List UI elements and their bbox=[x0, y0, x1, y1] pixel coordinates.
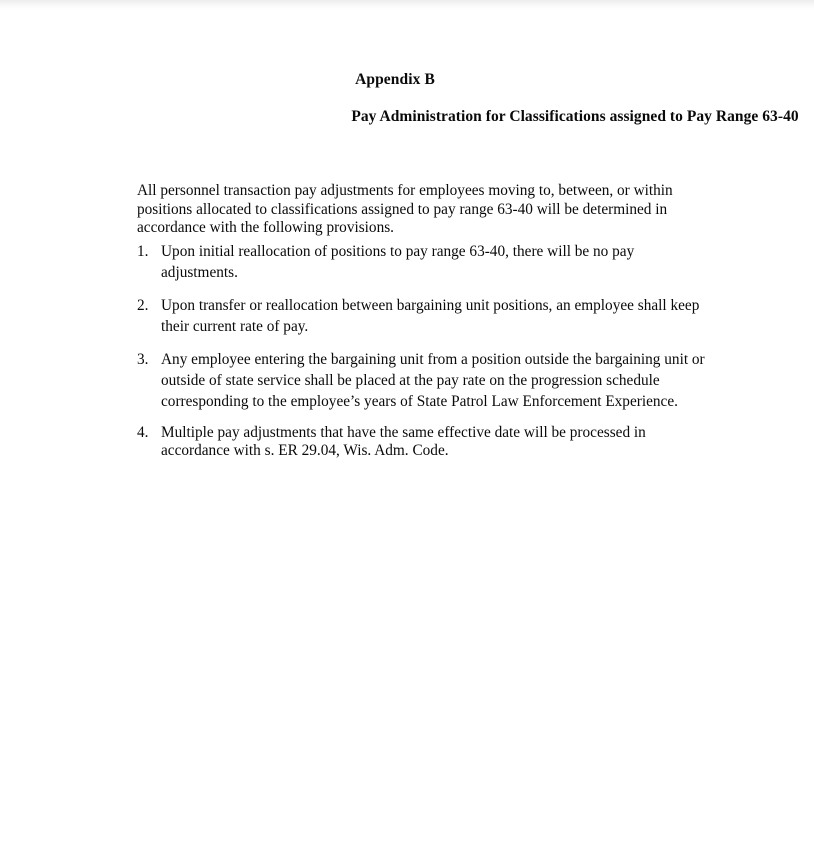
list-item-marker: 3. bbox=[137, 351, 149, 368]
intro-paragraph: All personnel transaction pay adjustments for employees moving to, between, or within positions allocated to classifications assigned to pay range 63-40 will be determined in accordance with the following provisions. bbox=[137, 182, 673, 237]
list-item bbox=[137, 424, 717, 461]
list-item-text: Upon initial reallocation of positions to pay range 63-40, there will be no pay adjustments. bbox=[161, 243, 635, 281]
list-item-text: Multiple pay adjustments that have the same effective date will be processed in accordance with s. ER 29.04, Wis. Adm. Code. bbox=[161, 424, 646, 460]
list-item-marker: 1. bbox=[137, 243, 149, 260]
list-item bbox=[137, 295, 717, 337]
page-subtitle-text: Pay Administration for Classifications assigned to Pay Range 63-40 bbox=[351, 108, 799, 125]
page-title: Appendix B bbox=[355, 71, 435, 88]
list-item bbox=[137, 241, 717, 283]
list-item-marker: 2. bbox=[137, 297, 149, 314]
page-top-shading bbox=[0, 0, 814, 9]
list-item-text: Any employee entering the bargaining unit from a position outside the bargaining unit or outside of state service shall be placed at the pay rate on the progression schedule corresponding to the employee’s years of State Patrol Law Enforcement Experience. bbox=[161, 351, 705, 410]
provisions-list bbox=[137, 241, 717, 461]
list-item-text: Upon transfer or reallocation between bargaining unit positions, an employee shall keep their current rate of pay. bbox=[161, 297, 700, 335]
list-item bbox=[137, 349, 717, 412]
list-item-marker: 4. bbox=[137, 424, 149, 441]
page-subtitle bbox=[47, 108, 814, 126]
